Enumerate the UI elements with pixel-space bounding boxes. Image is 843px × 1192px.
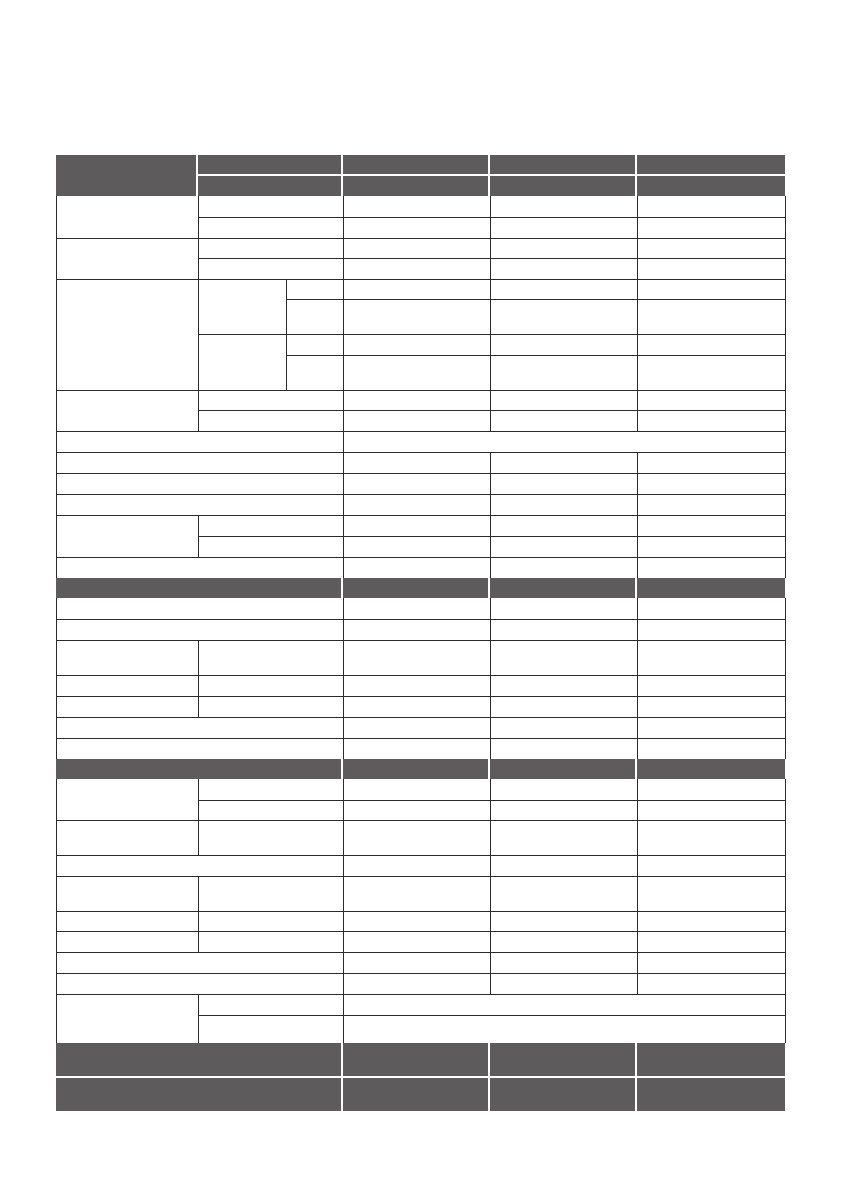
row-rule [198,1015,785,1016]
table-left-border [56,598,57,759]
row-rule [56,675,785,676]
row-rule [56,952,785,953]
row-rule [198,217,785,218]
section-header-cell [343,759,488,779]
header-cell [490,176,635,196]
row-rule [198,536,785,537]
header-cell-label [56,155,196,196]
column-rule [286,279,287,390]
row-rule [56,717,785,718]
row-rule [286,355,785,356]
column-rule [637,196,638,431]
column-rule [198,994,199,1043]
section-header-cell [637,578,785,598]
row-rule [56,931,785,932]
row-rule [198,410,785,411]
row-rule [56,557,785,558]
column-rule [490,196,491,431]
column-rule [637,452,638,578]
row-rule [56,452,785,453]
row-rule [198,800,785,801]
column-rule [198,515,199,557]
section-header-cell [56,578,341,598]
row-rule [56,279,785,280]
header-cell [343,155,488,174]
footer-cell-label [56,1043,341,1076]
table-right-border [785,598,786,759]
row-rule [56,994,785,995]
row-rule [198,258,785,259]
column-rule [198,640,199,717]
column-rule [490,779,491,994]
section-header-cell [490,578,635,598]
footer-cell [490,1078,635,1111]
column-rule [490,598,491,759]
row-rule [56,820,785,821]
table-left-border [56,196,57,578]
row-rule [56,473,785,474]
row-rule [56,515,785,516]
column-rule [490,452,491,578]
column-rule [198,876,199,952]
table-left-border [56,779,57,1043]
header-cell [343,176,488,196]
header-cell [637,176,785,196]
footer-cell [343,1043,488,1076]
column-rule [343,779,344,1043]
column-rule [637,598,638,759]
section-header-cell [56,759,341,779]
column-rule [343,196,344,578]
footer-cell [637,1043,785,1076]
header-cell [198,155,341,174]
row-rule [56,876,785,877]
header-cell [198,176,341,196]
row-rule [56,390,785,391]
section-header-cell [343,578,488,598]
section-header-cell [490,759,635,779]
column-rule [198,196,199,431]
row-rule [56,911,785,912]
section-header-cell [637,759,785,779]
column-rule [343,598,344,759]
footer-cell [343,1078,488,1111]
table-right-border [785,779,786,1043]
column-rule [637,779,638,994]
row-rule [56,619,785,620]
column-rule [198,779,199,855]
row-rule [286,299,785,300]
header-cell [490,155,635,174]
row-rule [56,696,785,697]
row-rule [56,738,785,739]
footer-cell [490,1043,635,1076]
footer-cell [637,1078,785,1111]
row-rule [56,973,785,974]
footer-cell-label [56,1078,341,1111]
header-cell [637,155,785,174]
row-rule [56,855,785,856]
row-rule [56,238,785,239]
row-rule [56,494,785,495]
table-right-border [785,196,786,578]
row-rule [56,431,785,432]
row-rule [56,640,785,641]
